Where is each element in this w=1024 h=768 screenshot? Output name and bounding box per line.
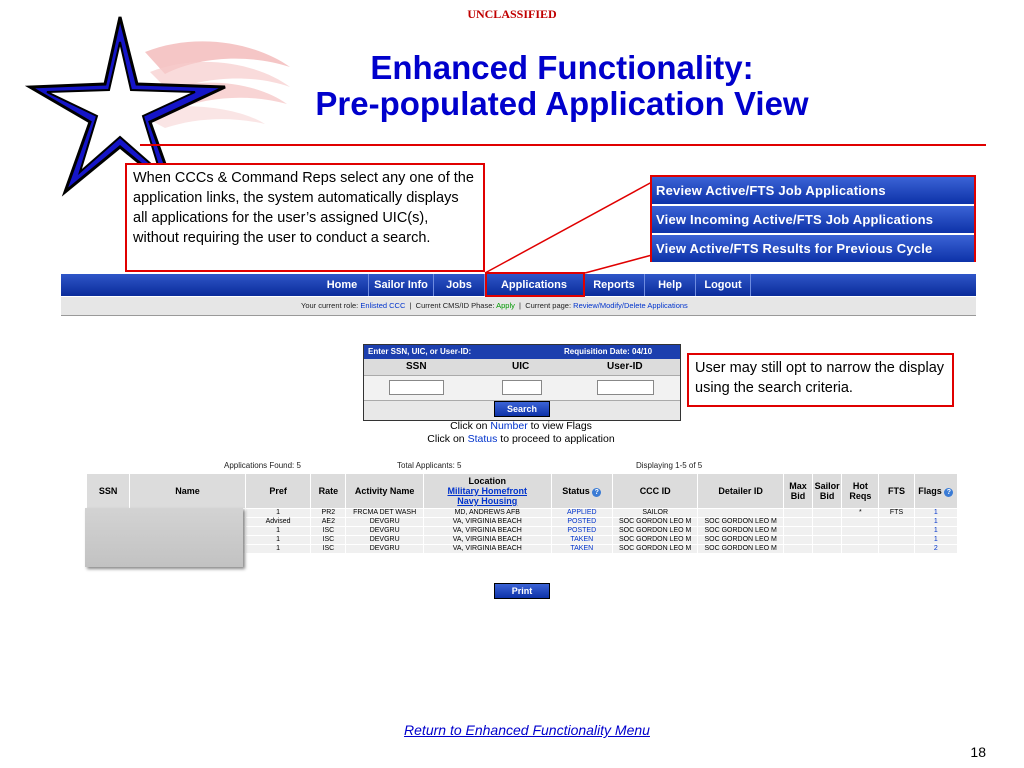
hint1-pre: Click on [450, 420, 488, 432]
displaying-count: Displaying 1-5 of 5 [636, 461, 703, 470]
cell-rate: ISC [311, 545, 346, 554]
menu-incoming-applications[interactable]: View Incoming Active/FTS Job Applications [652, 206, 974, 233]
location-label: Location [468, 476, 506, 486]
cell-status[interactable]: TAKEN [551, 536, 612, 545]
col-pref: Pref [245, 474, 310, 509]
cell-hot-reqs [842, 518, 879, 527]
cell-max-bid [783, 527, 812, 536]
cell-pref: 1 [245, 536, 310, 545]
cell-activity: DEVGRU [346, 545, 423, 554]
col-fts: FTS [879, 474, 914, 509]
title-divider [140, 144, 986, 146]
cell-max-bid [783, 536, 812, 545]
hint1-link: Number [490, 420, 528, 432]
cell-sailor-bid [813, 527, 842, 536]
cell-fts [879, 536, 914, 545]
cell-detailer: SOC GORDON LEO M [698, 536, 783, 545]
cell-flags[interactable]: 1 [914, 536, 957, 545]
col-sailor-bid: Sailor Bid [813, 474, 842, 509]
cell-rate: PR2 [311, 509, 346, 518]
cell-hot-reqs [842, 536, 879, 545]
cell-ccc: SOC GORDON LEO M [612, 518, 697, 527]
col-flags [914, 474, 957, 509]
title-line-1: Enhanced Functionality: [370, 49, 754, 86]
cell-hot-reqs [842, 527, 879, 536]
cell-rate: AE2 [311, 518, 346, 527]
cell-location: VA, VIRGINIA BEACH [423, 527, 551, 536]
cell-activity: DEVGRU [346, 536, 423, 545]
col-detailer: Detailer ID [698, 474, 783, 509]
classification-banner: UNCLASSIFIED [467, 7, 557, 21]
cell-ccc: SAILOR [612, 509, 697, 518]
menu-review-applications[interactable]: Review Active/FTS Job Applications [652, 177, 974, 204]
cell-max-bid [783, 518, 812, 527]
cell-flags[interactable]: 1 [914, 509, 957, 518]
col-ccc: CCC ID [612, 474, 697, 509]
page-value: Review/Modify/Delete Applications [573, 301, 688, 310]
cell-detailer: SOC GORDON LEO M [698, 518, 783, 527]
col-activity: Activity Name [346, 474, 423, 509]
cell-flags[interactable]: 2 [914, 545, 957, 554]
role-value: Enlisted CCC [360, 301, 406, 310]
page-number: 18 [970, 744, 986, 760]
cell-max-bid [783, 509, 812, 518]
search-header [364, 345, 680, 359]
callout-right-text: User may still opt to narrow the display using the search criteria. [695, 360, 945, 396]
cell-location: MD, ANDREWS AFB [423, 509, 551, 518]
page-label: Current page: [525, 301, 572, 310]
cell-hot-reqs: * [842, 509, 879, 518]
cell-location: VA, VIRGINIA BEACH [423, 545, 551, 554]
table-header-row [87, 474, 958, 509]
cell-hot-reqs [842, 545, 879, 554]
applications-highlight [485, 272, 585, 297]
cell-fts: FTS [879, 509, 914, 518]
cell-pref: Advised [245, 518, 310, 527]
return-menu-link[interactable]: Return to Enhanced Functionality Menu [404, 722, 650, 738]
cell-status[interactable]: POSTED [551, 518, 612, 527]
search-col-uic: UIC [512, 361, 530, 372]
search-button[interactable]: Search [494, 401, 550, 417]
cell-flags[interactable]: 1 [914, 518, 957, 527]
cell-activity: DEVGRU [346, 518, 423, 527]
nav-help[interactable]: Help [645, 274, 696, 296]
col-name: Name [130, 474, 246, 509]
cell-pref: 1 [245, 509, 310, 518]
total-applicants: Total Applicants: 5 [397, 461, 462, 470]
help-circle-icon[interactable]: ? [592, 488, 601, 497]
cell-fts [879, 527, 914, 536]
ssn-input[interactable] [389, 380, 444, 395]
flags-label: Flags [918, 485, 942, 496]
col-location [423, 474, 551, 509]
col-ssn: SSN [87, 474, 130, 509]
cell-rate: ISC [311, 536, 346, 545]
search-col-userid: User-ID [607, 361, 643, 372]
menu-previous-cycle-results[interactable]: View Active/FTS Results for Previous Cycle [652, 235, 974, 262]
cell-status[interactable]: POSTED [551, 527, 612, 536]
userid-input[interactable] [597, 380, 654, 395]
cell-detailer [698, 509, 783, 518]
cell-pref: 1 [245, 527, 310, 536]
uic-input[interactable] [502, 380, 542, 395]
cell-detailer: SOC GORDON LEO M [698, 527, 783, 536]
col-rate: Rate [311, 474, 346, 509]
cell-location: VA, VIRGINIA BEACH [423, 518, 551, 527]
nav-reports[interactable]: Reports [584, 274, 645, 296]
nav-logout[interactable]: Logout [696, 274, 751, 296]
cell-location: VA, VIRGINIA BEACH [423, 536, 551, 545]
col-max-bid: Max Bid [783, 474, 812, 509]
cell-ccc: SOC GORDON LEO M [612, 545, 697, 554]
hint2-link: Status [467, 433, 498, 445]
cell-pref: 1 [245, 545, 310, 554]
cell-status[interactable]: TAKEN [551, 545, 612, 554]
hint-status [321, 433, 721, 445]
cell-detailer: SOC GORDON LEO M [698, 545, 783, 554]
callout-left-text: When CCCs & Command Reps select any one of the application links, the system automatically displays all applications for the user’s assigned UIC(s), without requiring the user to conduct a search. [133, 170, 474, 246]
nav-sailor-info[interactable]: Sailor Info [369, 274, 434, 296]
cell-fts [879, 518, 914, 527]
phase-label: Current CMS/ID Phase: [415, 301, 495, 310]
status-label: Status [562, 485, 590, 496]
help-circle-icon[interactable]: ? [944, 488, 953, 497]
info-callout-right [687, 353, 954, 407]
info-callout-left [125, 163, 485, 272]
col-hot-reqs: Hot Reqs [842, 474, 879, 509]
nav-home[interactable]: Home [316, 274, 369, 296]
hint2-post: to proceed to application [500, 433, 615, 445]
military-homefront-link[interactable]: Military Homefront [447, 486, 527, 496]
search-columns [364, 359, 680, 376]
hint-flags [321, 420, 721, 432]
navy-housing-link[interactable]: Navy Housing [457, 496, 518, 506]
search-inputs-row [364, 376, 680, 401]
cell-activity: FRCMA DET WASH [346, 509, 423, 518]
search-col-ssn: SSN [406, 361, 427, 372]
requisition-date: Requisition Date: 04/10 [564, 347, 653, 356]
status-bar: Your current role: Enlisted CCC | Current CMS/ID Phase: Apply | Current page: Review/Modify/Delete Applications [61, 297, 976, 316]
print-button[interactable]: Print [494, 583, 550, 599]
application-menu [650, 175, 976, 262]
search-prompt: Enter SSN, UIC, or User-ID: [368, 347, 472, 356]
nav-jobs[interactable]: Jobs [434, 274, 485, 296]
applications-found: Applications Found: 5 [224, 461, 301, 470]
title-line-2: Pre-populated Application View [315, 85, 809, 122]
cell-ccc: SOC GORDON LEO M [612, 527, 697, 536]
nav-applications[interactable]: Applications [485, 274, 584, 296]
cell-max-bid [783, 545, 812, 554]
cell-rate: ISC [311, 527, 346, 536]
cell-sailor-bid [813, 509, 842, 518]
cell-flags[interactable]: 1 [914, 527, 957, 536]
col-status [551, 474, 612, 509]
hint2-pre: Click on [427, 433, 465, 445]
cell-activity: DEVGRU [346, 527, 423, 536]
cell-ccc: SOC GORDON LEO M [612, 536, 697, 545]
cell-fts [879, 545, 914, 554]
cell-status[interactable]: APPLIED [551, 509, 612, 518]
slide-title [150, 50, 974, 122]
cell-sailor-bid [813, 545, 842, 554]
cell-sailor-bid [813, 518, 842, 527]
phase-value: Apply [496, 301, 515, 310]
cell-sailor-bid [813, 536, 842, 545]
hint1-post: to view Flags [530, 420, 592, 432]
role-label: Your current role: [301, 301, 359, 310]
redacted-personal-info [85, 508, 243, 567]
